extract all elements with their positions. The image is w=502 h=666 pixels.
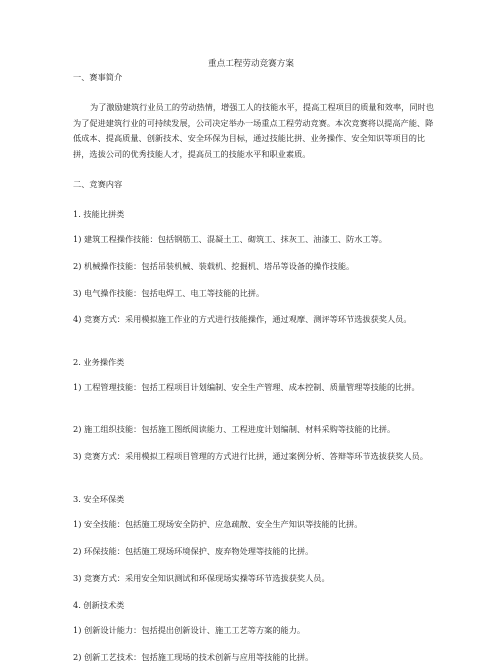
group-title-skills: 1. 技能比拼类 (73, 209, 125, 219)
list-item: 1) 建筑工程操作技能：包括钢筋工、混凝土工、砌筑工、抹灰工、油漆工、防水工等。 (73, 234, 387, 244)
group-title-business: 2. 业务操作类 (73, 357, 125, 367)
list-item: 3) 电气操作技能：包括电焊工、电工等技能的比拼。 (73, 288, 265, 298)
list-item: 3) 竞赛方式：采用模拟工程项目管理的方式进行比拼，通过案例分析、答辩等环节选拔获奖人员。 (73, 451, 428, 461)
list-item: 2) 环保技能：包括施工现场环境保护、废弃物处理等技能的比拼。 (73, 546, 314, 556)
list-item: 4) 竞赛方式：采用模拟施工作业的方式进行技能操作，通过观摩、测评等环节选拔获奖人员。 (73, 314, 412, 324)
list-item: 1) 工程管理技能：包括工程项目计划编制、安全生产管理、成本控制、质量管理等技能的比拼。 (73, 382, 420, 392)
section-heading-intro: 一、赛事简介 (73, 72, 123, 82)
list-item: 2) 机械操作技能：包括吊装机械、装载机、挖掘机、塔吊等设备的操作技能。 (73, 261, 355, 271)
list-item: 1) 创新设计能力：包括提出创新设计、施工工艺等方案的能力。 (73, 625, 306, 635)
list-item: 1) 安全技能：包括施工现场安全防护、应急疏散、安全生产知识等技能的比拼。 (73, 519, 363, 529)
list-item: 3) 竞赛方式：采用安全知识测试和环保现场实操等环节选拔获奖人员。 (73, 573, 330, 583)
group-title-safety: 3. 安全环保类 (73, 494, 125, 504)
group-title-innovation: 4. 创新技术类 (73, 600, 125, 610)
document-title: 重点工程劳动竞赛方案 (208, 59, 294, 69)
list-item: 2) 创新工艺技术：包括施工现场的技术创新与应用等技能的比拼。 (73, 652, 314, 662)
list-item: 2) 施工组织技能：包括施工图纸阅读能力、工程进度计划编制、材料采购等技能的比拼。 (73, 424, 396, 434)
section-heading-content: 二、竞赛内容 (73, 179, 123, 189)
intro-paragraph: 为了激励建筑行业员工的劳动热情，增强工人的技能水平，提高工程项目的质量和效率，同时也为了促进建筑行业的可持续发展，公司决定举办一场重点工程劳动竞赛。本次竞赛将以提高产能、降低成本、提高质量、创新技术、安全环保为目标，通过技能比拼、业务操作、安全知识等项目的比拼，选拔公司的优秀技能人才，提高员工的技能水平和职业素质。 (73, 102, 434, 159)
